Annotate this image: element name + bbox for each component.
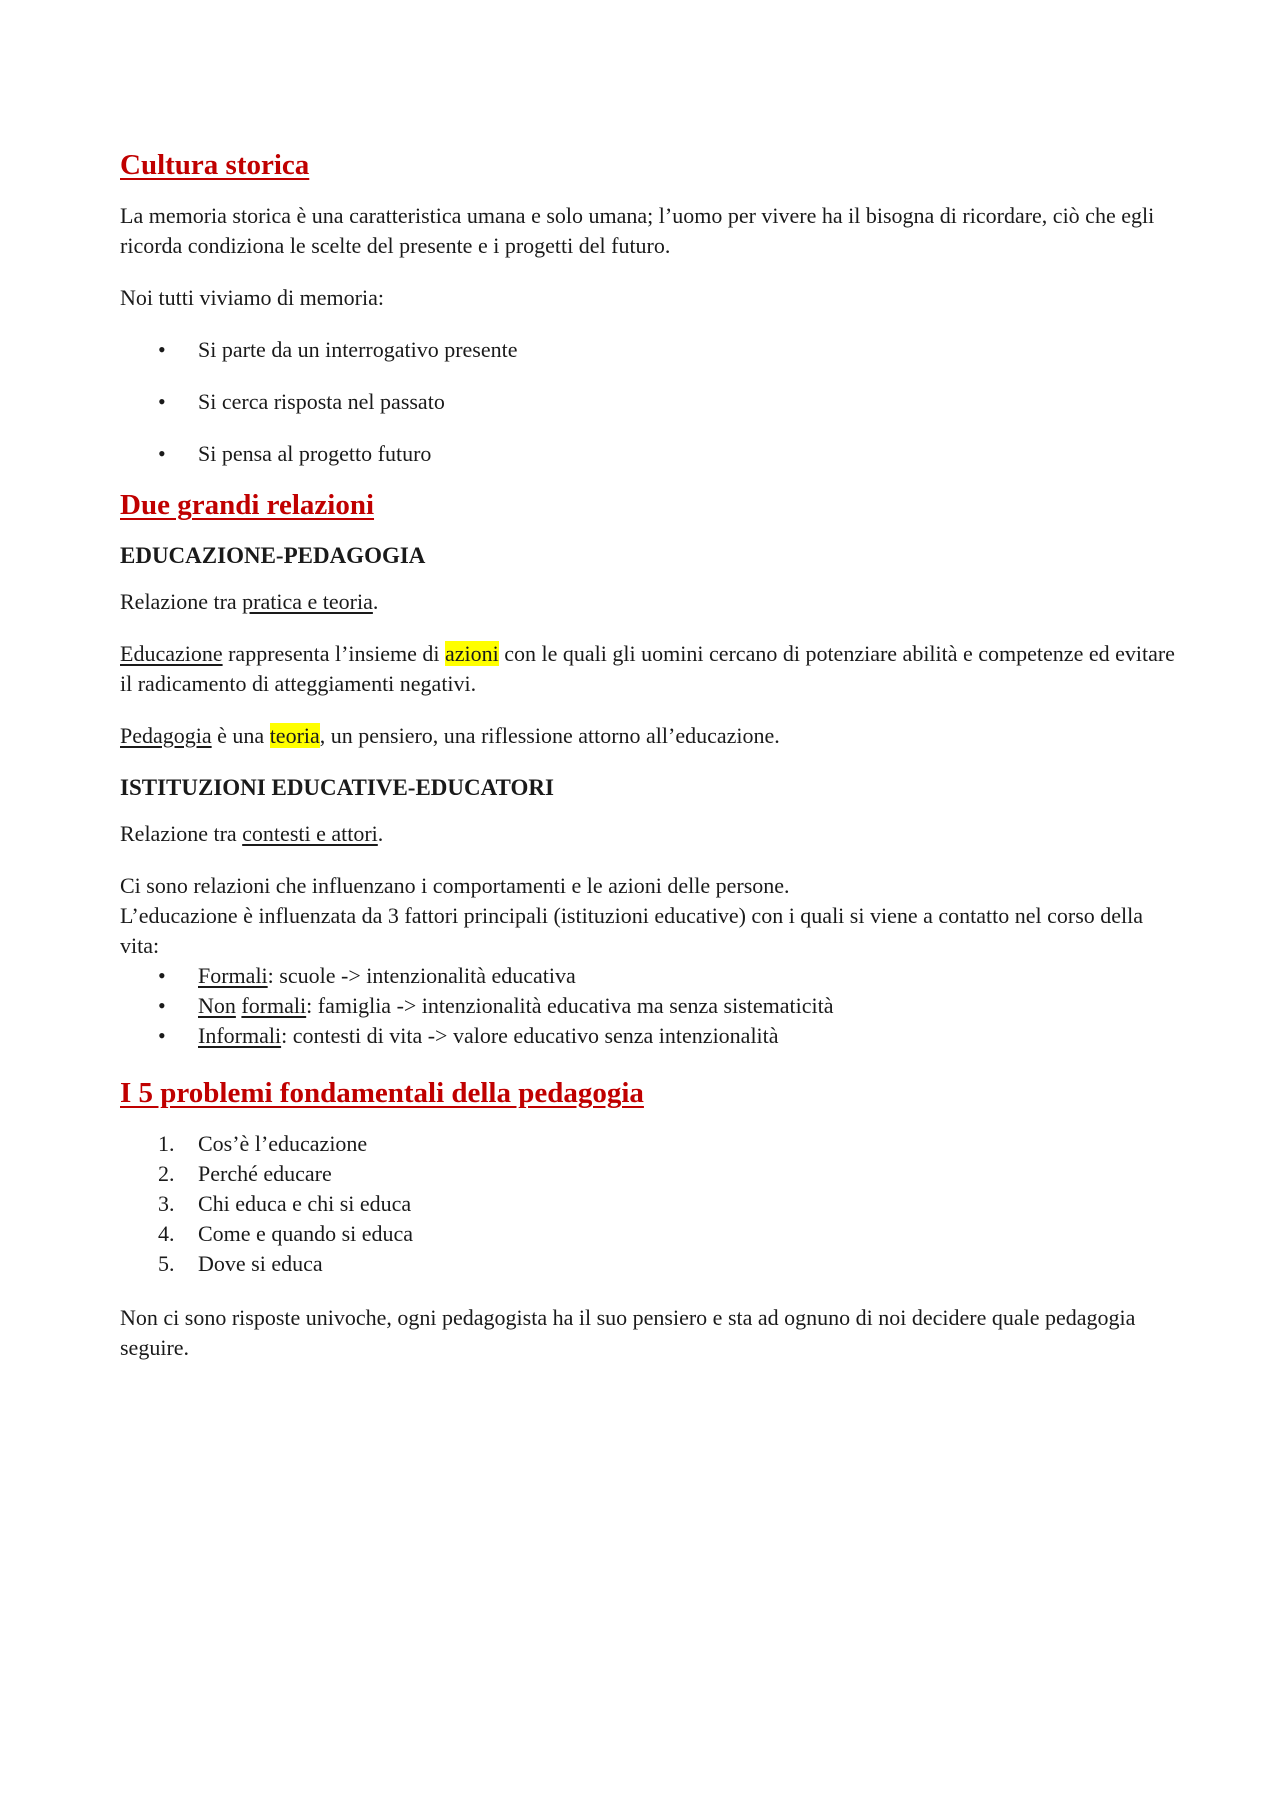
bullet-icon: •	[158, 963, 166, 988]
list-item: 4. Come e quando si educa	[158, 1221, 414, 1246]
bullet-icon: •	[158, 337, 166, 362]
list-item: • Si parte da un interrogativo presente	[120, 335, 1180, 365]
problems-numbered-list	[120, 1129, 1180, 1279]
paragraph-memoria: La memoria storica è una caratteristica umana e solo umana; l’uomo per vivere ha il bisogna di ricordare, ciò che egli ricorda condiziona le scelte del presente e i progetti del futuro.	[120, 203, 1155, 258]
paragraph-pedagogia: Pedagogia è una teoria, un pensiero, una riflessione attorno all’educazione.	[120, 723, 780, 748]
factors-bullet-list	[120, 961, 1180, 1051]
bullet-icon: •	[158, 1023, 166, 1048]
underlined-term: Educazione	[120, 641, 223, 666]
highlighted-term: azioni	[444, 641, 499, 666]
paragraph-relazione-pratica: Relazione tra pratica e teoria.	[120, 589, 379, 614]
underlined-term: Pedagogia	[120, 723, 212, 748]
bullet-icon: •	[158, 389, 166, 414]
highlighted-term: teoria	[269, 723, 320, 748]
bullet-icon: •	[158, 993, 166, 1018]
section-title-problemi: I 5 problemi fondamentali della pedagogia	[120, 1077, 644, 1109]
section-title-due-grandi-relazioni: Due grandi relazioni	[120, 489, 375, 521]
list-item: • Non formali: famiglia -> intenzionalità educativa ma senza sistematicità	[120, 991, 1180, 1021]
underlined-term: contesti e attori	[242, 821, 378, 846]
list-item: 3. Chi educa e chi si educa	[158, 1191, 412, 1216]
subheading-istituzioni-educatori: ISTITUZIONI EDUCATIVE-EDUCATORI	[120, 775, 554, 800]
list-item: 1. Cos’è l’educazione	[158, 1131, 368, 1156]
paragraph-viviamo: Noi tutti viviamo di memoria:	[120, 285, 384, 310]
list-item: 2. Perché educare	[158, 1161, 332, 1186]
list-item: • Si pensa al progetto futuro	[120, 439, 1180, 469]
paragraph-relazione-contesti: Relazione tra contesti e attori.	[120, 821, 384, 846]
subheading-educazione-pedagogia: EDUCAZIONE-PEDAGOGIA	[120, 543, 426, 568]
bullet-icon: •	[158, 441, 166, 466]
list-item: • Informali: contesti di vita -> valore educativo senza intenzionalità	[120, 1021, 1180, 1051]
paragraph-educazione: Educazione rappresenta l’insieme di azioni con le quali gli uomini cercano di potenziare abilità e competenze ed evitare il radicamento di atteggiamenti negativi.	[120, 641, 1175, 696]
list-item: 5. Dove si educa	[158, 1251, 323, 1276]
paragraph-conclusione: Non ci sono risposte univoche, ogni pedagogista ha il suo pensiero e sta ad ognuno di noi decidere quale pedagogia seguire.	[120, 1305, 1136, 1360]
document-page	[120, 145, 1180, 1385]
list-item: • Si cerca risposta nel passato	[120, 387, 1180, 417]
section-title-cultura-storica: Cultura storica	[120, 149, 310, 181]
list-item: • Formali: scuole -> intenzionalità educativa	[120, 961, 1180, 991]
underlined-term: pratica e teoria	[242, 589, 373, 614]
paragraph-fattori: Ci sono relazioni che influenzano i comportamenti e le azioni delle persone. L’educazione è influenzata da 3 fattori principali (istituzioni educative) con i quali si viene a contatto nel corso della vita:	[120, 873, 1144, 958]
memory-bullet-list	[120, 335, 1180, 469]
